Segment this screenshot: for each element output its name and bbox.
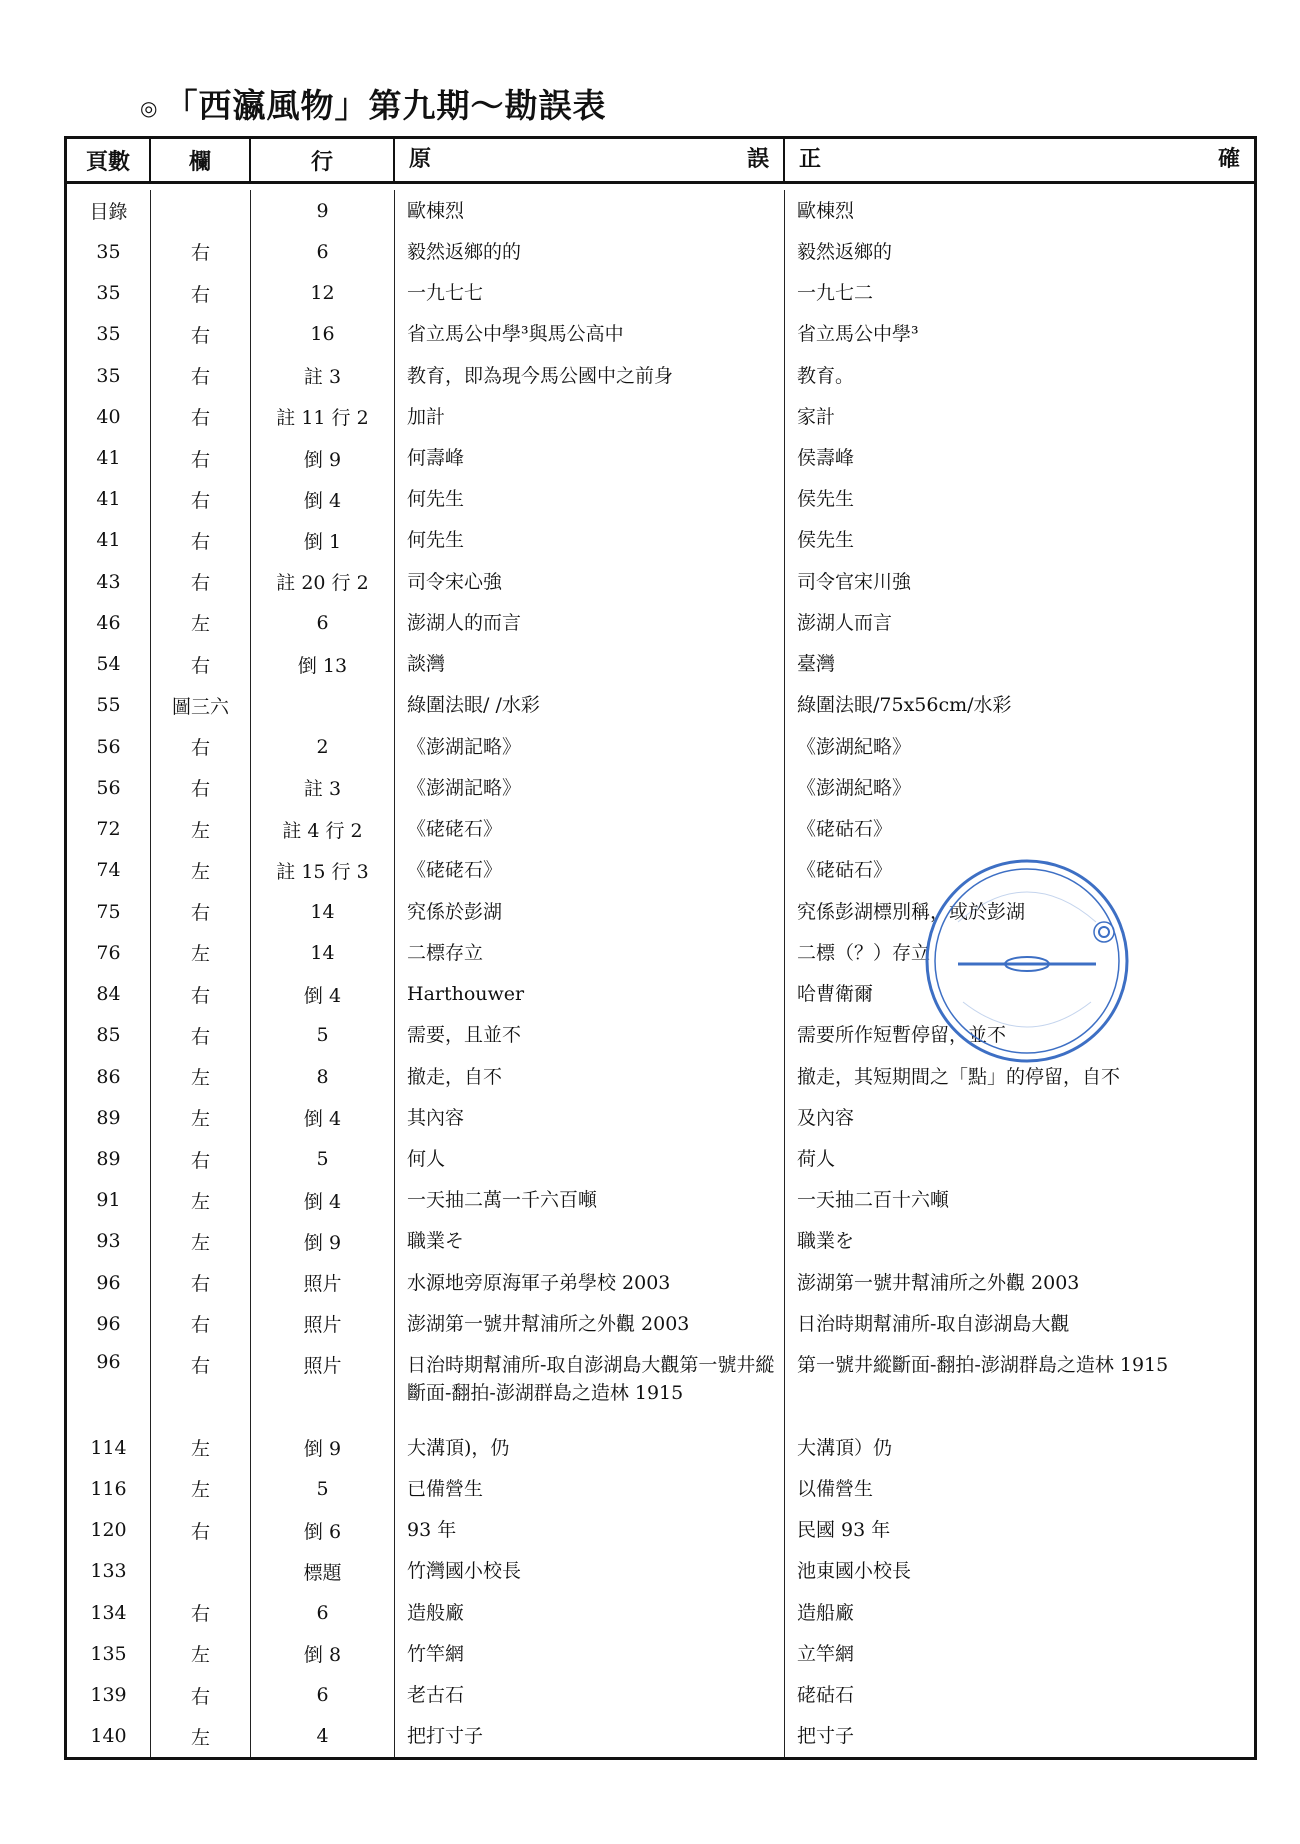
cell-page: 56 xyxy=(57,726,151,767)
header-page: 頁數 xyxy=(57,139,151,181)
cell-original: 竹灣國小校長 xyxy=(395,1551,785,1592)
cell-line: 倒 13 xyxy=(251,644,395,685)
cell-column: 左 xyxy=(151,1180,251,1221)
table-row xyxy=(67,644,1254,685)
table-row xyxy=(67,437,1254,478)
cell-line: 6 xyxy=(251,1592,395,1633)
cell-corrected: 職業を xyxy=(797,1230,855,1253)
cell-line: 倒 6 xyxy=(251,1510,395,1551)
cell-page: 96 xyxy=(57,1262,151,1303)
cell-original: 《硓硓石》 xyxy=(395,809,785,850)
cell-corrected: 歐棟烈 xyxy=(797,199,855,222)
cell-column: 左 xyxy=(151,1468,251,1509)
table-body xyxy=(67,184,1254,1757)
cell-corrected: 二標（？）存立 xyxy=(797,941,931,964)
cell-column: 右 xyxy=(151,1303,251,1344)
cell-page: 134 xyxy=(57,1592,151,1633)
cell-column: 右 xyxy=(151,1015,251,1056)
cell-page: 46 xyxy=(57,602,151,643)
table-row xyxy=(67,479,1254,520)
cell-column xyxy=(151,190,251,231)
cell-page: 35 xyxy=(57,231,151,272)
table-row xyxy=(67,1303,1254,1344)
table-row xyxy=(67,1221,1254,1262)
cell-column: 左 xyxy=(151,850,251,891)
cell-corrected: 日治時期幫浦所-取自澎湖島大觀 xyxy=(797,1312,1070,1335)
cell-line: 5 xyxy=(251,1015,395,1056)
cell-corrected: 澎湖第一號井幫浦所之外觀 2003 xyxy=(797,1271,1080,1294)
cell-column: 右 xyxy=(151,1138,251,1179)
cell-column: 左 xyxy=(151,809,251,850)
header-original-right: 誤 xyxy=(746,147,769,172)
cell-column: 右 xyxy=(151,231,251,272)
table-row xyxy=(67,1468,1254,1509)
page-title xyxy=(140,80,606,127)
cell-original: 何壽峰 xyxy=(395,437,785,478)
cell-original: 澎湖第一號井幫浦所之外觀 2003 xyxy=(395,1303,785,1344)
cell-original: 一天抽二萬一千六百噸 xyxy=(395,1180,785,1221)
cell-page: 54 xyxy=(57,644,151,685)
cell-original: 撤走，自不 xyxy=(395,1056,785,1097)
cell-line: 倒 1 xyxy=(251,520,395,561)
cell-corrected: 澎湖人而言 xyxy=(797,611,893,634)
table-row xyxy=(67,1138,1254,1179)
cell-column xyxy=(151,1551,251,1592)
cell-column: 右 xyxy=(151,644,251,685)
cell-corrected: 大溝頂）仍 xyxy=(797,1436,893,1459)
cell-line: 5 xyxy=(251,1138,395,1179)
cell-original: Harthouwer xyxy=(395,973,785,1014)
cell-corrected: 及內容 xyxy=(797,1106,855,1129)
header-corrected-right: 確 xyxy=(1217,147,1240,172)
cell-line: 照片 xyxy=(251,1303,395,1344)
cell-corrected: 究係彭湖標別稱，或於彭湖 xyxy=(797,900,1026,923)
cell-page: 86 xyxy=(57,1056,151,1097)
table-row xyxy=(67,1262,1254,1303)
cell-column: 左 xyxy=(151,1056,251,1097)
table-row xyxy=(67,1427,1254,1468)
cell-original: 水源地旁原海軍子弟學校 2003 xyxy=(395,1262,785,1303)
title-text: 「西瀛風物」第九期～勘誤表 xyxy=(164,86,607,125)
cell-column: 右 xyxy=(151,355,251,396)
cell-original: 毅然返鄉的的 xyxy=(395,231,785,272)
table-row xyxy=(67,1015,1254,1056)
cell-page: 41 xyxy=(57,437,151,478)
cell-corrected: 需要所作短暫停留，並不 xyxy=(797,1024,1007,1047)
cell-original: 談灣 xyxy=(395,644,785,685)
cell-corrected: 教育。 xyxy=(797,364,855,387)
cell-line: 12 xyxy=(251,272,395,313)
cell-original: 日治時期幫浦所-取自澎湖島大觀第一號井縱斷面-翻拍-澎湖群島之造林 1915 xyxy=(395,1345,785,1427)
cell-page: 75 xyxy=(57,891,151,932)
cell-original: 大溝頂)，仍 xyxy=(395,1427,785,1468)
cell-column: 圖三六 xyxy=(151,685,251,726)
cell-column: 右 xyxy=(151,520,251,561)
cell-original: 造般廠 xyxy=(395,1592,785,1633)
table-row xyxy=(67,850,1254,891)
cell-line: 6 xyxy=(251,1674,395,1715)
cell-corrected: 把寸子 xyxy=(797,1725,855,1748)
cell-line: 倒 9 xyxy=(251,1221,395,1262)
cell-corrected: 立竿網 xyxy=(797,1642,855,1665)
cell-column: 右 xyxy=(151,272,251,313)
cell-page: 目錄 xyxy=(57,190,151,231)
cell-line: 5 xyxy=(251,1468,395,1509)
table-header xyxy=(67,139,1254,184)
cell-page: 74 xyxy=(57,850,151,891)
cell-line: 6 xyxy=(251,231,395,272)
cell-corrected: 一九七二 xyxy=(797,282,874,305)
table-row xyxy=(67,1716,1254,1757)
cell-corrected: 侯壽峰 xyxy=(797,447,855,470)
cell-column: 右 xyxy=(151,1592,251,1633)
cell-page: 93 xyxy=(57,1221,151,1262)
cell-corrected: 侯先生 xyxy=(797,529,855,552)
cell-corrected: 侯先生 xyxy=(797,488,855,511)
cell-original: 何人 xyxy=(395,1138,785,1179)
table-row xyxy=(67,726,1254,767)
cell-line: 註 20 行 2 xyxy=(251,561,395,602)
table-row xyxy=(67,272,1254,313)
cell-column: 右 xyxy=(151,437,251,478)
cell-corrected: 池東國小校長 xyxy=(797,1560,912,1583)
cell-corrected: 司令官宋川強 xyxy=(797,570,912,593)
cell-column: 右 xyxy=(151,767,251,808)
cell-page: 85 xyxy=(57,1015,151,1056)
cell-original: 司令宋心強 xyxy=(395,561,785,602)
cell-column: 左 xyxy=(151,602,251,643)
cell-line: 倒 8 xyxy=(251,1633,395,1674)
header-original-left: 原 xyxy=(409,147,432,172)
cell-column: 左 xyxy=(151,1427,251,1468)
cell-column: 右 xyxy=(151,1674,251,1715)
cell-column: 右 xyxy=(151,973,251,1014)
table-row xyxy=(67,561,1254,602)
cell-line: 4 xyxy=(251,1716,395,1757)
cell-page: 41 xyxy=(57,479,151,520)
cell-column: 左 xyxy=(151,1221,251,1262)
cell-corrected: 民國 93 年 xyxy=(797,1519,891,1542)
cell-original: 省立馬公中學³與馬公高中 xyxy=(395,314,785,355)
cell-original: 把打寸子 xyxy=(395,1716,785,1757)
cell-page: 35 xyxy=(57,272,151,313)
cell-original: 何先生 xyxy=(395,479,785,520)
cell-corrected: 家計 xyxy=(797,405,836,428)
cell-page: 72 xyxy=(57,809,151,850)
cell-corrected: 毅然返鄉的 xyxy=(797,240,893,263)
table-row xyxy=(67,1345,1254,1427)
cell-page: 96 xyxy=(57,1303,151,1344)
cell-page: 35 xyxy=(57,355,151,396)
header-column: 欄 xyxy=(151,139,251,181)
cell-line: 14 xyxy=(251,932,395,973)
cell-original: 加計 xyxy=(395,396,785,437)
cell-line: 倒 4 xyxy=(251,1097,395,1138)
title-mark: ◎ xyxy=(140,95,159,120)
cell-original: 已備營生 xyxy=(395,1468,785,1509)
errata-table xyxy=(64,136,1257,1760)
cell-page: 89 xyxy=(57,1138,151,1179)
cell-corrected: 臺灣 xyxy=(797,653,836,676)
cell-corrected: 撤走，其短期間之「點」的停留，自不 xyxy=(797,1065,1121,1088)
cell-page: 120 xyxy=(57,1510,151,1551)
cell-line: 6 xyxy=(251,602,395,643)
cell-corrected: 硓𥑮石 xyxy=(797,1684,855,1707)
cell-column: 左 xyxy=(151,1716,251,1757)
cell-original: 究係於彭湖 xyxy=(395,891,785,932)
cell-original: 澎湖人的而言 xyxy=(395,602,785,643)
table-row xyxy=(67,1180,1254,1221)
cell-column: 左 xyxy=(151,1097,251,1138)
cell-page: 76 xyxy=(57,932,151,973)
cell-page: 89 xyxy=(57,1097,151,1138)
cell-line: 16 xyxy=(251,314,395,355)
cell-original: 93 年 xyxy=(395,1510,785,1551)
cell-column: 右 xyxy=(151,314,251,355)
cell-line: 14 xyxy=(251,891,395,932)
cell-corrected: 荷人 xyxy=(797,1148,836,1170)
cell-original: 職業そ xyxy=(395,1221,785,1262)
cell-column: 右 xyxy=(151,891,251,932)
cell-original: 綠圍法眼/ /水彩 xyxy=(395,685,785,726)
cell-line: 照片 xyxy=(251,1345,395,1427)
table-row xyxy=(67,314,1254,355)
table-row xyxy=(67,767,1254,808)
table-row xyxy=(67,1510,1254,1551)
cell-original: 竹竿網 xyxy=(395,1633,785,1674)
cell-line: 倒 9 xyxy=(251,437,395,478)
cell-line: 倒 9 xyxy=(251,1427,395,1468)
cell-column: 左 xyxy=(151,1633,251,1674)
table-row xyxy=(67,1674,1254,1715)
table-row xyxy=(67,1633,1254,1674)
cell-original: 其內容 xyxy=(395,1097,785,1138)
cell-original: 何先生 xyxy=(395,520,785,561)
cell-column: 右 xyxy=(151,561,251,602)
table-row xyxy=(67,396,1254,437)
cell-column: 右 xyxy=(151,1510,251,1551)
cell-line: 註 4 行 2 xyxy=(251,809,395,850)
cell-page: 84 xyxy=(57,973,151,1014)
cell-column: 右 xyxy=(151,396,251,437)
cell-line: 註 3 xyxy=(251,355,395,396)
cell-column: 右 xyxy=(151,479,251,520)
cell-line xyxy=(251,685,395,726)
cell-page: 139 xyxy=(57,1674,151,1715)
cell-line: 倒 4 xyxy=(251,973,395,1014)
cell-line: 註 11 行 2 xyxy=(251,396,395,437)
cell-line: 8 xyxy=(251,1056,395,1097)
table-row xyxy=(67,1592,1254,1633)
cell-corrected: 造船廠 xyxy=(797,1601,855,1624)
cell-original: 《澎湖記略》 xyxy=(395,726,785,767)
cell-original: 《澎湖記略》 xyxy=(395,767,785,808)
table-row xyxy=(67,1097,1254,1138)
cell-corrected: 哈曹衛爾 xyxy=(797,983,874,1006)
cell-page: 43 xyxy=(57,561,151,602)
cell-original: 歐棟烈 xyxy=(395,190,785,231)
cell-page: 91 xyxy=(57,1180,151,1221)
cell-line: 註 3 xyxy=(251,767,395,808)
table-row xyxy=(67,355,1254,396)
cell-corrected: 省立馬公中學³ xyxy=(797,323,919,346)
cell-page: 116 xyxy=(57,1468,151,1509)
cell-corrected: 《硓𥑮石》 xyxy=(797,859,893,882)
header-line: 行 xyxy=(251,139,395,181)
table-row xyxy=(67,973,1254,1014)
cell-line: 倒 4 xyxy=(251,1180,395,1221)
cell-original: 需要，且並不 xyxy=(395,1015,785,1056)
cell-column: 右 xyxy=(151,1345,251,1427)
cell-corrected: 《澎湖紀略》 xyxy=(797,776,912,799)
cell-page: 41 xyxy=(57,520,151,561)
table-row xyxy=(67,809,1254,850)
cell-page: 56 xyxy=(57,767,151,808)
cell-page: 35 xyxy=(57,314,151,355)
table-row xyxy=(67,685,1254,726)
cell-page: 135 xyxy=(57,1633,151,1674)
cell-corrected: 第一號井縱斷面-翻拍-澎湖群島之造林 1915 xyxy=(797,1353,1169,1376)
cell-original: 老古石 xyxy=(395,1674,785,1715)
table-row xyxy=(67,1056,1254,1097)
table-row xyxy=(67,1551,1254,1592)
table-row xyxy=(67,891,1254,932)
cell-original: 一九七七 xyxy=(395,272,785,313)
cell-page: 133 xyxy=(57,1551,151,1592)
header-corrected xyxy=(785,139,1254,181)
table-row xyxy=(67,190,1254,231)
cell-column: 左 xyxy=(151,932,251,973)
cell-corrected: 《硓𥑮石》 xyxy=(797,818,893,841)
header-corrected-left: 正 xyxy=(799,147,822,172)
cell-line: 照片 xyxy=(251,1262,395,1303)
cell-corrected: 以備營生 xyxy=(797,1477,874,1500)
cell-corrected: 綠圍法眼/75x56cm/水彩 xyxy=(797,694,1012,717)
cell-column: 右 xyxy=(151,1262,251,1303)
cell-line: 2 xyxy=(251,726,395,767)
table-row xyxy=(67,932,1254,973)
cell-page: 40 xyxy=(57,396,151,437)
table-row xyxy=(67,602,1254,643)
cell-page: 96 xyxy=(57,1345,151,1427)
cell-corrected: 《澎湖紀略》 xyxy=(797,735,912,758)
cell-line: 倒 4 xyxy=(251,479,395,520)
cell-page: 140 xyxy=(57,1716,151,1757)
table-row xyxy=(67,520,1254,561)
cell-original: 二標存立 xyxy=(395,932,785,973)
cell-line: 標題 xyxy=(251,1551,395,1592)
cell-page: 55 xyxy=(57,685,151,726)
cell-original: 《硓硓石》 xyxy=(395,850,785,891)
cell-corrected: 一天抽二百十六噸 xyxy=(797,1189,950,1212)
cell-page: 114 xyxy=(57,1427,151,1468)
cell-line: 9 xyxy=(251,190,395,231)
cell-original: 教育，即為現今馬公國中之前身 xyxy=(395,355,785,396)
header-original xyxy=(395,139,785,181)
cell-column: 右 xyxy=(151,726,251,767)
cell-line: 註 15 行 3 xyxy=(251,850,395,891)
table-row xyxy=(67,231,1254,272)
